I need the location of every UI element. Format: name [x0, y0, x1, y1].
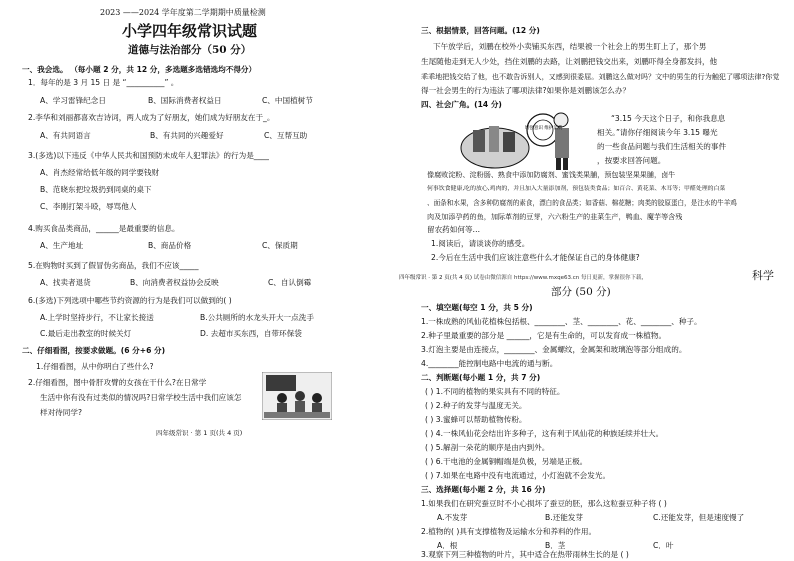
option: A、生产地址 — [40, 241, 84, 250]
question-5: 5.在购物时买到了假冒伪劣商品，我们不应该_____ — [28, 261, 199, 270]
option: A、找卖者退货 — [40, 278, 91, 287]
option: C．叶 — [653, 541, 674, 550]
quote-text: 的一些食品问题与我们生活相关的事件 — [597, 142, 727, 151]
question-2: 2.李华和刘丽都喜欢吉诗词，两人成为了好朋友，她们成为好朋友在于_。 — [28, 113, 275, 122]
option: C、互帮互助 — [264, 131, 308, 140]
science-s3-heading: 三、选择题(每小题 2 分，共 16 分) — [421, 485, 546, 494]
page-footer — [399, 273, 647, 283]
section4-heading: 四、社会广角。(14 分) — [421, 100, 502, 109]
option: B.公共厕所的水龙头开大一点洗手 — [200, 313, 314, 322]
section1-heading: 一、我会选。 （每小题 2 分，共 12 分，多选题多选错选均不得分） — [22, 65, 257, 74]
picture-question-2: 2.仔细看图，图中骨肝攻臂的女孩在干什么?在日常学 — [28, 378, 207, 387]
article-text: 、面条和水果，含多种防腐剂的素食，漂白的食品类；如香菇、棉花糖；肉类的胶原蛋白，是注水的牛羊鸡 — [427, 199, 737, 207]
stamp-text: 增强意识 维护消费 — [525, 126, 563, 131]
option: B.还能发芽 — [545, 513, 583, 522]
choice-question-2: 2.植物的( )具有支撑植物及运输水分和养料的作用。 — [421, 527, 597, 536]
option: C、中国植树节 — [262, 96, 313, 105]
right-page — [397, 0, 794, 561]
option: A.不发芽 — [437, 513, 468, 522]
picture-question-1: 1.仔细看图，从中你明白了些什么? — [36, 362, 154, 371]
option: D. 去超市买东西，自带环保袋 — [200, 329, 302, 338]
judge-item: ( ) 3.蜜蜂可以帮助植物传粉。 — [425, 415, 527, 424]
picture-question-2-cont2: 样对待同学? — [40, 408, 82, 417]
fill-blank-3: 3.灯泡主要是由连接点，________、金属螺纹，金属架和玻璃泡等部分组成的。 — [421, 345, 687, 354]
science-subtitle: 部分 (50 分) — [551, 286, 611, 298]
section3-heading: 三、根据情景，回答问题。(12 分) — [421, 26, 540, 35]
article-text: 何事饮食健康,吃的放心,鸡肉的，并且加入大量添加剂，预包装类食品；如百合、黄花菜、木耳等；甲醛处理的白菜 — [427, 186, 726, 192]
option: B、有共同的兴趣爱好 — [150, 131, 224, 140]
option: A．根 — [437, 541, 458, 550]
option: A、肖杰经常给低年级的同学要钱财 — [40, 168, 160, 177]
footer-page: 四年级常识 · 第 2 页(共 4 页) — [399, 275, 473, 281]
option: A.上学时坚持步行，不让家长接送 — [40, 313, 154, 322]
quote-text: 相关。”请你仔细阅读今年 3.15 曝光 — [597, 128, 718, 137]
quote-text: ，按要求回答问题。 — [597, 156, 666, 165]
option: C、李刚打架斗殴，辱骂他人 — [40, 202, 137, 211]
section2-heading: 二、仔细看图，按要求做题。(6 分+6 分) — [22, 346, 166, 355]
page-footer: 四年级常识 · 第 1 页(共 4 页) — [156, 429, 243, 437]
picture-question-2-cont: 生活中你有没有过类似的情况吗?日常学校生活中我们应该怎 — [40, 393, 242, 402]
article-text: 肉及加添孕药的鱼，加际革剂的豆芽，六六粉生产的韭菜生产，鸭血、魔芋等含残 — [427, 212, 683, 221]
fill-blank-1: 1.一株成熟的风仙花植株包括根、________、茎、________、花、________、种子。 — [421, 317, 702, 326]
scenario-text: 乖乖地把钱交给了他，也不敢告诉别人，又感到很委屈。刘鹏这么做对吗？文中的男生的行为触犯了哪项法律?你觉 — [421, 72, 780, 81]
scenario-text: 生尾随他走到无人少处，挡住刘鹏的去路，让刘鹏把钱交出来，刘鹏吓得全身都发抖，他 — [421, 57, 718, 66]
option: C.最后走出教室的时候关灯 — [40, 329, 132, 338]
question-1: 1．每年的是 3 月 15 日 是 “__________” 。 — [28, 78, 179, 87]
discussion-question-1: 1.阅读后，请谈谈你的感受。 — [431, 239, 530, 248]
exam-header: 2023 ——2024 学年度第二学期期中质量检测 — [100, 8, 266, 17]
judge-item: ( ) 2.种子的发芽与温度无关。 — [425, 401, 527, 410]
judge-item: ( ) 4.一株风仙花会结出许多种子，这有利于风仙花的种族延续并壮大。 — [425, 429, 664, 438]
option: B、商品价格 — [148, 241, 192, 250]
choice-question-1: 1.如果我们在研究蚕豆时不小心损坏了蚕豆的胚，那么这粒蚕豆种子将 ( ) — [421, 499, 667, 508]
scenario-text: 得一社会男生的行为违法了哪项法律?如果你是刘鹏该怎么办？ — [421, 86, 631, 95]
article-text: 留农药如何等… — [427, 225, 481, 234]
option: B、国际消费者权益日 — [148, 96, 222, 105]
option: A、学习雷锋纪念日 — [40, 96, 106, 105]
option: C、保质期 — [262, 241, 298, 250]
question-6: 6.(多选)下列选项中哪些节约资源的行为是我们可以做到的( ) — [28, 296, 232, 305]
question-3: 3.(多选)以下违反《中华人民共和国预防未成年人犯罪法》的行为是____ — [28, 151, 269, 160]
option: C、自认倒霉 — [268, 278, 312, 287]
option: B．茎 — [545, 541, 566, 550]
science-title: 科学 — [752, 269, 774, 282]
scenario-text: 下午放学后，刘鹏在校外小卖铺买东西，结果被一个社会上的男生盯上了，那个男 — [433, 42, 707, 51]
judge-item: ( ) 1.不同的植物的果实具有不同的特征。 — [425, 387, 565, 396]
judge-item: ( ) 5.解剖一朵花的顺序是由内到外。 — [425, 443, 550, 452]
discussion-question-2: 2.今后在生活中我们应该注意些什么才能保证自己的身体健康? — [431, 253, 640, 262]
quote-text: “3.15 今天这个日子，和你我息息 — [611, 114, 726, 123]
option: B、向消费者权益协会反映 — [130, 278, 219, 287]
article-text: 像腐败淀粉、淀粉肠、熟食中添加防腐剂、蜜饯类果脯，预包装坚果果脯，卤牛 — [427, 170, 676, 179]
option: C.还能发芽，但是速度慢了 — [653, 513, 745, 522]
fill-blank-4: 4.________能控制电路中电流的通与断。 — [421, 359, 558, 368]
subtitle: 道德与法治部分（50 分） — [128, 44, 252, 56]
option: A、有共同语言 — [40, 131, 91, 140]
option: B、范晓东把垃圾扔到同桌的桌下 — [40, 185, 152, 194]
footer-site: 试卷由微信源自 https://www.mxqe63.cn 每日更新，掌握很你下载， — [473, 275, 647, 281]
judge-item: ( ) 6.干电池的金属铜帽端是负极，另端是正极。 — [425, 457, 588, 466]
choice-question-3: 3.观察下列三种植物的叶片，其中适合在热带雨林生长的是 ( ) — [421, 550, 629, 559]
judge-item: ( ) 7.如果在电路中没有电流通过，小灯泡就不会发光。 — [425, 471, 611, 480]
consumer-rights-illustration — [457, 110, 575, 172]
page-title: 小学四年级常识试题 — [122, 22, 258, 40]
science-s1-heading: 一、填空题(每空 1 分，共 5 分) — [421, 303, 533, 312]
science-s2-heading: 二、判断题(每小题 1 分，共 7 分) — [421, 373, 541, 382]
fill-blank-2: 2.种子里最重要的部分是 ______，它是有生命的，可以发育成一株植物。 — [421, 331, 667, 340]
classroom-picture — [262, 372, 332, 420]
question-4: 4.购买食品类商品，______是最重要的信息。 — [28, 224, 180, 233]
